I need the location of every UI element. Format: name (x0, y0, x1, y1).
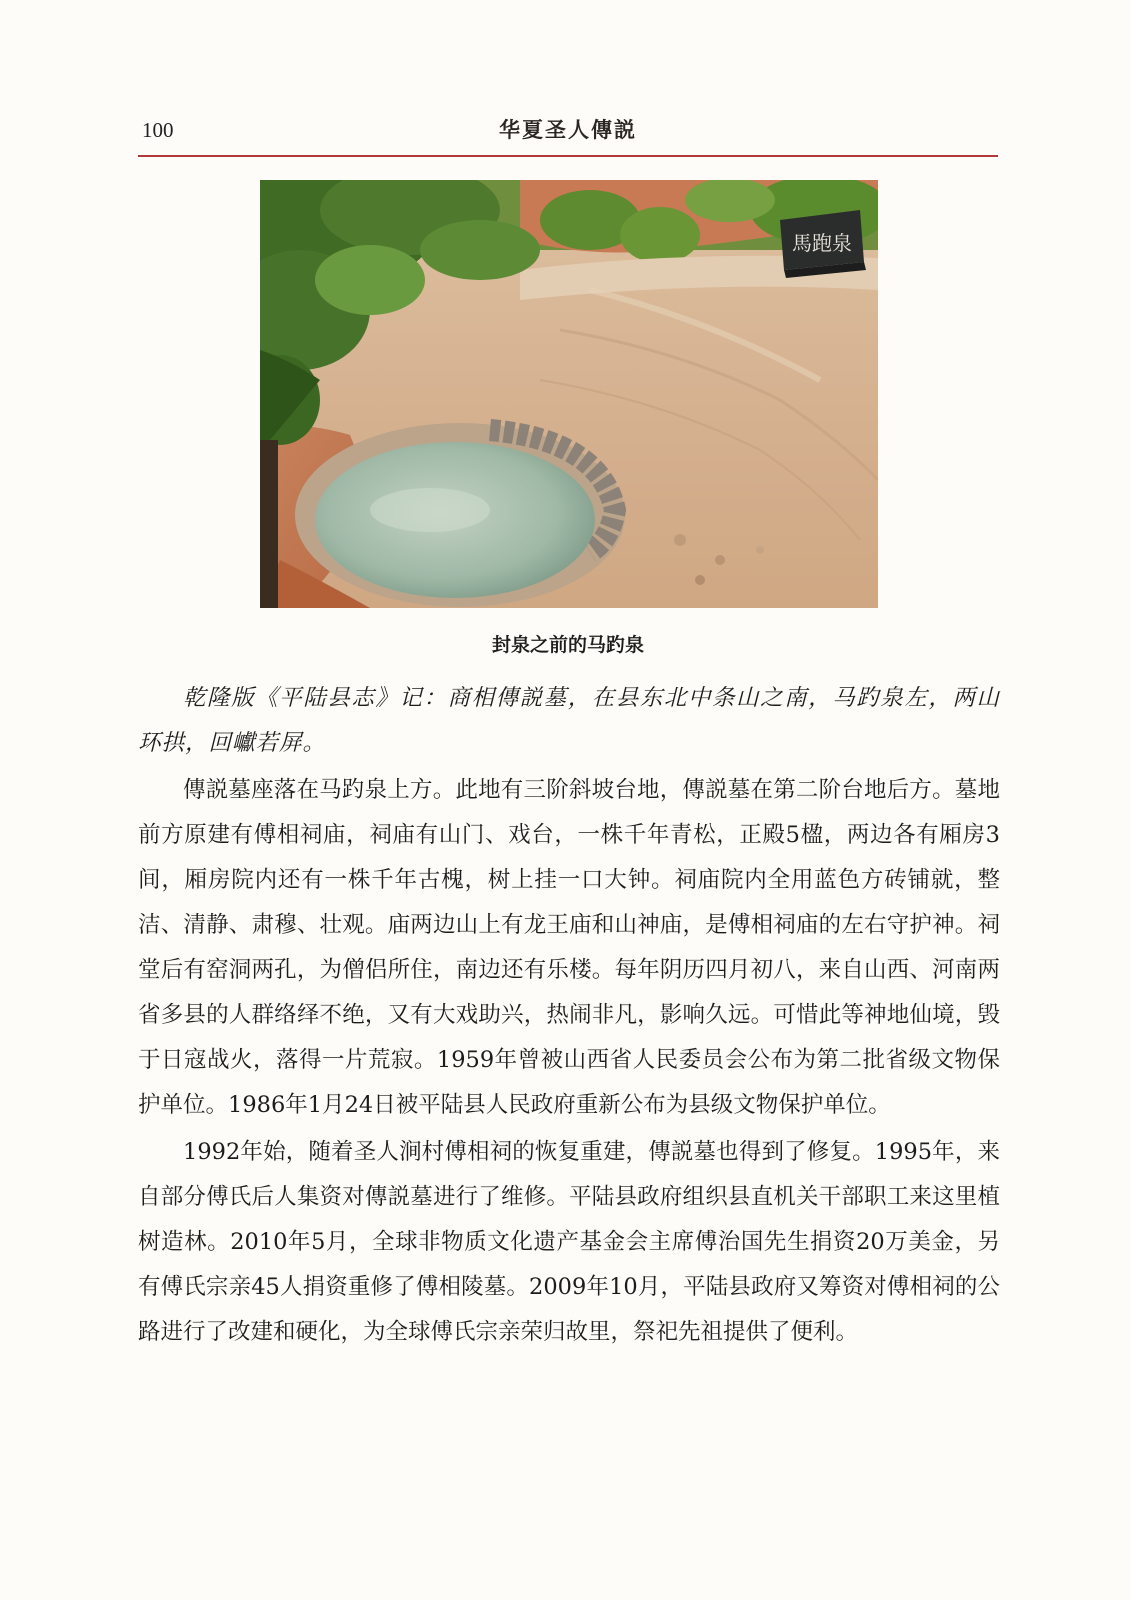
spring-photo-illustration (260, 180, 878, 608)
paragraph-history: 傳説墓座落在马趵泉上方。此地有三阶斜坡台地，傳説墓在第二阶台地后方。墓地前方原建有傅相祠庙，祠庙有山门、戏台，一株千年青松，正殿5楹，两边各有厢房3间，厢房院内还有一株千年古槐，树上挂一口大钟。祠庙院内全用蓝色方砖铺就，整洁、清静、肃穆、壮观。庙两边山上有龙王庙和山神庙，是傅相祠庙的左右守护神。祠堂后有窑洞两孔，为僧侣所住，南边还有乐楼。每年阴历四月初八，来自山西、河南两省多县的人群络绎不绝，又有大戏助兴，热闹非凡，影响久远。可惜此等神地仙境，毁于日寇战火，落得一片荒寂。1959年曾被山西省人民委员会公布为第二批省级文物保护单位。1986年1月24日被平陆县人民政府重新公布为县级文物保护单位。 (138, 777, 1000, 1118)
running-title: 华夏圣人傳説 (499, 117, 637, 142)
header-rule (138, 155, 998, 157)
paragraph-restoration: 1992年始，随着圣人涧村傅相祠的恢复重建，傳説墓也得到了修复。1995年，来自部分傅氏后人集资对傳説墓进行了维修。平陆县政府组织县直机关干部职工来这里植树造林。2010年5月，全球非物质文化遗产基金会主席傅治国先生捐资20万美金，另有傅氏宗亲45人捐资重修了傅相陵墓。2009年10月，平陆县政府又筹资对傅相祠的公路进行了改建和硬化，为全球傅氏宗亲荣归故里，祭祀先祖提供了便利。 (138, 1139, 1000, 1345)
photo-caption: 封泉之前的马趵泉 (491, 634, 644, 656)
spring-photo (260, 180, 878, 608)
paragraph-quote: 乾隆版《平陆县志》记：商相傳説墓，在县东北中条山之南，马趵泉左，两山环拱，回巘若屏。 (138, 685, 1000, 756)
stone-sign-text: 馬跑泉 (792, 231, 852, 255)
body-text (138, 676, 1000, 1355)
stone-sign (780, 210, 866, 278)
page-header (138, 108, 998, 154)
page-number: 100 (142, 118, 174, 142)
